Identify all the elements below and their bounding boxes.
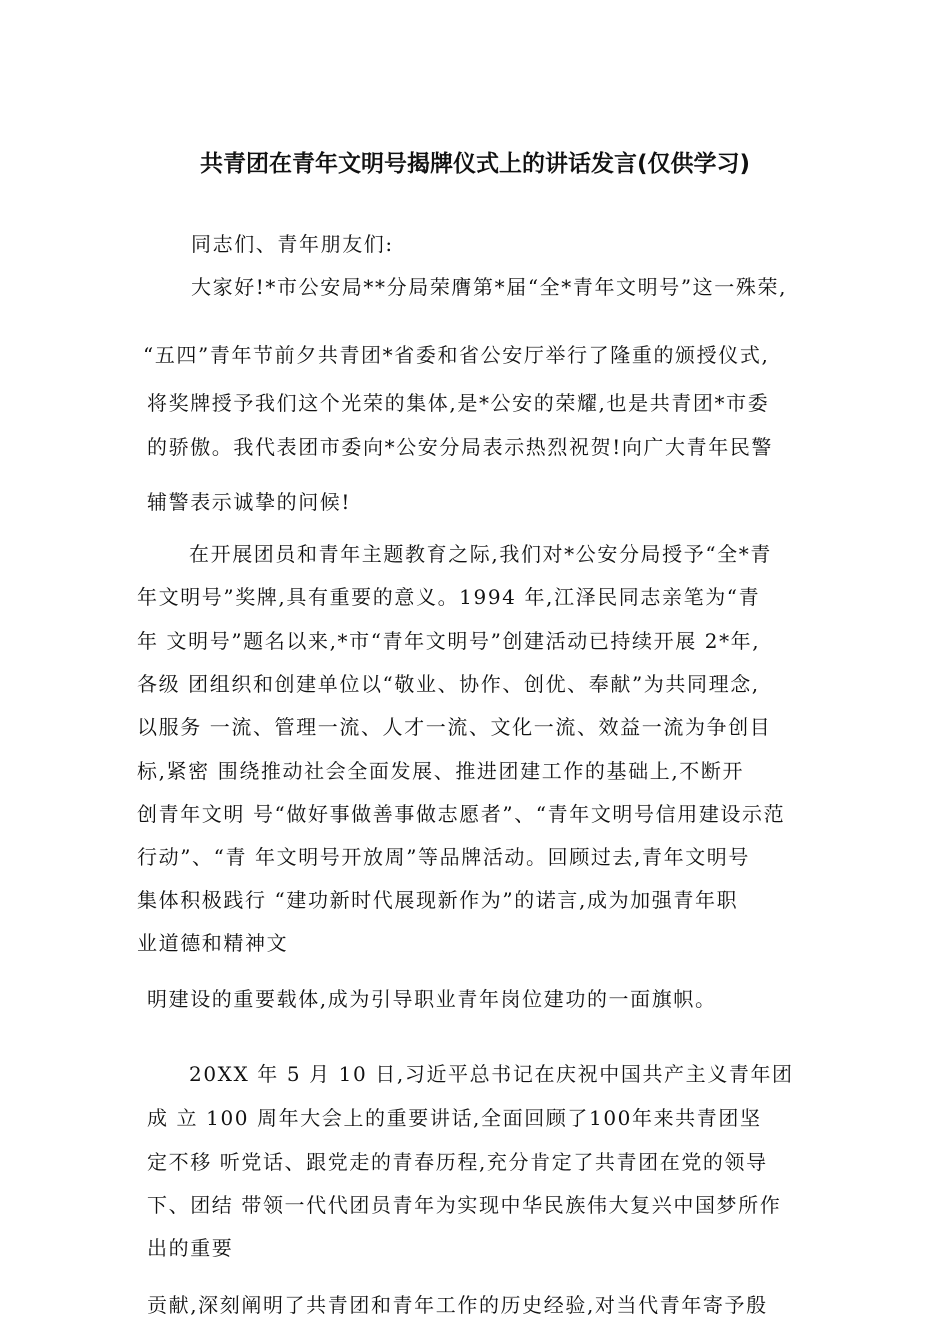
text-line: 行动”、“青 年文明号开放周”等品牌活动。回顾过去,青年文明号 <box>137 845 750 869</box>
text-line: “五四”青年节前夕共青团*省委和省公安厅举行了隆重的颁授仪式, <box>143 343 770 367</box>
text-line: 将奖牌授予我们这个光荣的集体,是*公安的荣耀,也是共青团*市委 <box>147 391 770 415</box>
text-line: 出的重要 <box>147 1236 234 1260</box>
text-line: 的骄傲。我代表团市委向*公安分局表示热烈祝贺!向广大青年民警 <box>147 435 774 459</box>
text-line: 在开展团员和青年主题教育之际,我们对*公安分局授予“全*青 <box>189 542 772 566</box>
text-line: 定不移 听党话、跟党走的青春历程,充分肯定了共青团在党的领导 <box>147 1150 768 1174</box>
text-line: 明建设的重要载体,成为引导职业青年岗位建功的一面旗帜。 <box>147 987 717 1011</box>
text-line: 集体积极践行 “建功新时代展现新作为”的诺言,成为加强青年职 <box>137 888 739 912</box>
text-line: 标,紧密 围绕推动社会全面发展、推进团建工作的基础上,不断开 <box>137 759 745 783</box>
text-line: 以服务 一流、管理一流、人才一流、文化一流、效益一流为争创目 <box>137 715 772 739</box>
text-line: 年 文明号”题名以来,*市“青年文明号”创建活动已持续开展 2*年, <box>137 629 761 653</box>
text-line: 各级 团组织和创建单位以“敬业、协作、创优、奉献”为共同理念, <box>137 672 760 696</box>
text-line: 业道德和精神文 <box>137 931 289 955</box>
text-line: 同志们、青年朋友们: <box>191 232 394 256</box>
text-line: 辅警表示诚挚的问候! <box>147 490 352 514</box>
text-line: 贡献,深刻阐明了共青团和青年工作的历史经验,对当代青年寄予殷 <box>147 1293 768 1317</box>
text-line: 年文明号”奖牌,具有重要的意义。1994 年,江泽民同志亲笔为“青 <box>137 585 761 609</box>
text-line: 20XX 年 5 月 10 日,习近平总书记在庆祝中国共产主义青年团 <box>189 1062 794 1086</box>
text-line: 成 立 100 周年大会上的重要讲话,全面回顾了100年来共青团坚 <box>147 1106 762 1130</box>
text-line: 下、团结 带领一代代团员青年为实现中华民族伟大复兴中国梦所作 <box>147 1193 782 1217</box>
text-line: 创青年文明 号“做好事做善事做志愿者”、“青年文明号信用建设示范 <box>137 802 786 826</box>
text-line: 大家好!*市公安局**分局荣膺第*届“全*青年文明号”这一殊荣, <box>191 275 788 299</box>
document-title: 共青团在青年文明号揭牌仪式上的讲话发言(仅供学习) <box>199 151 751 177</box>
